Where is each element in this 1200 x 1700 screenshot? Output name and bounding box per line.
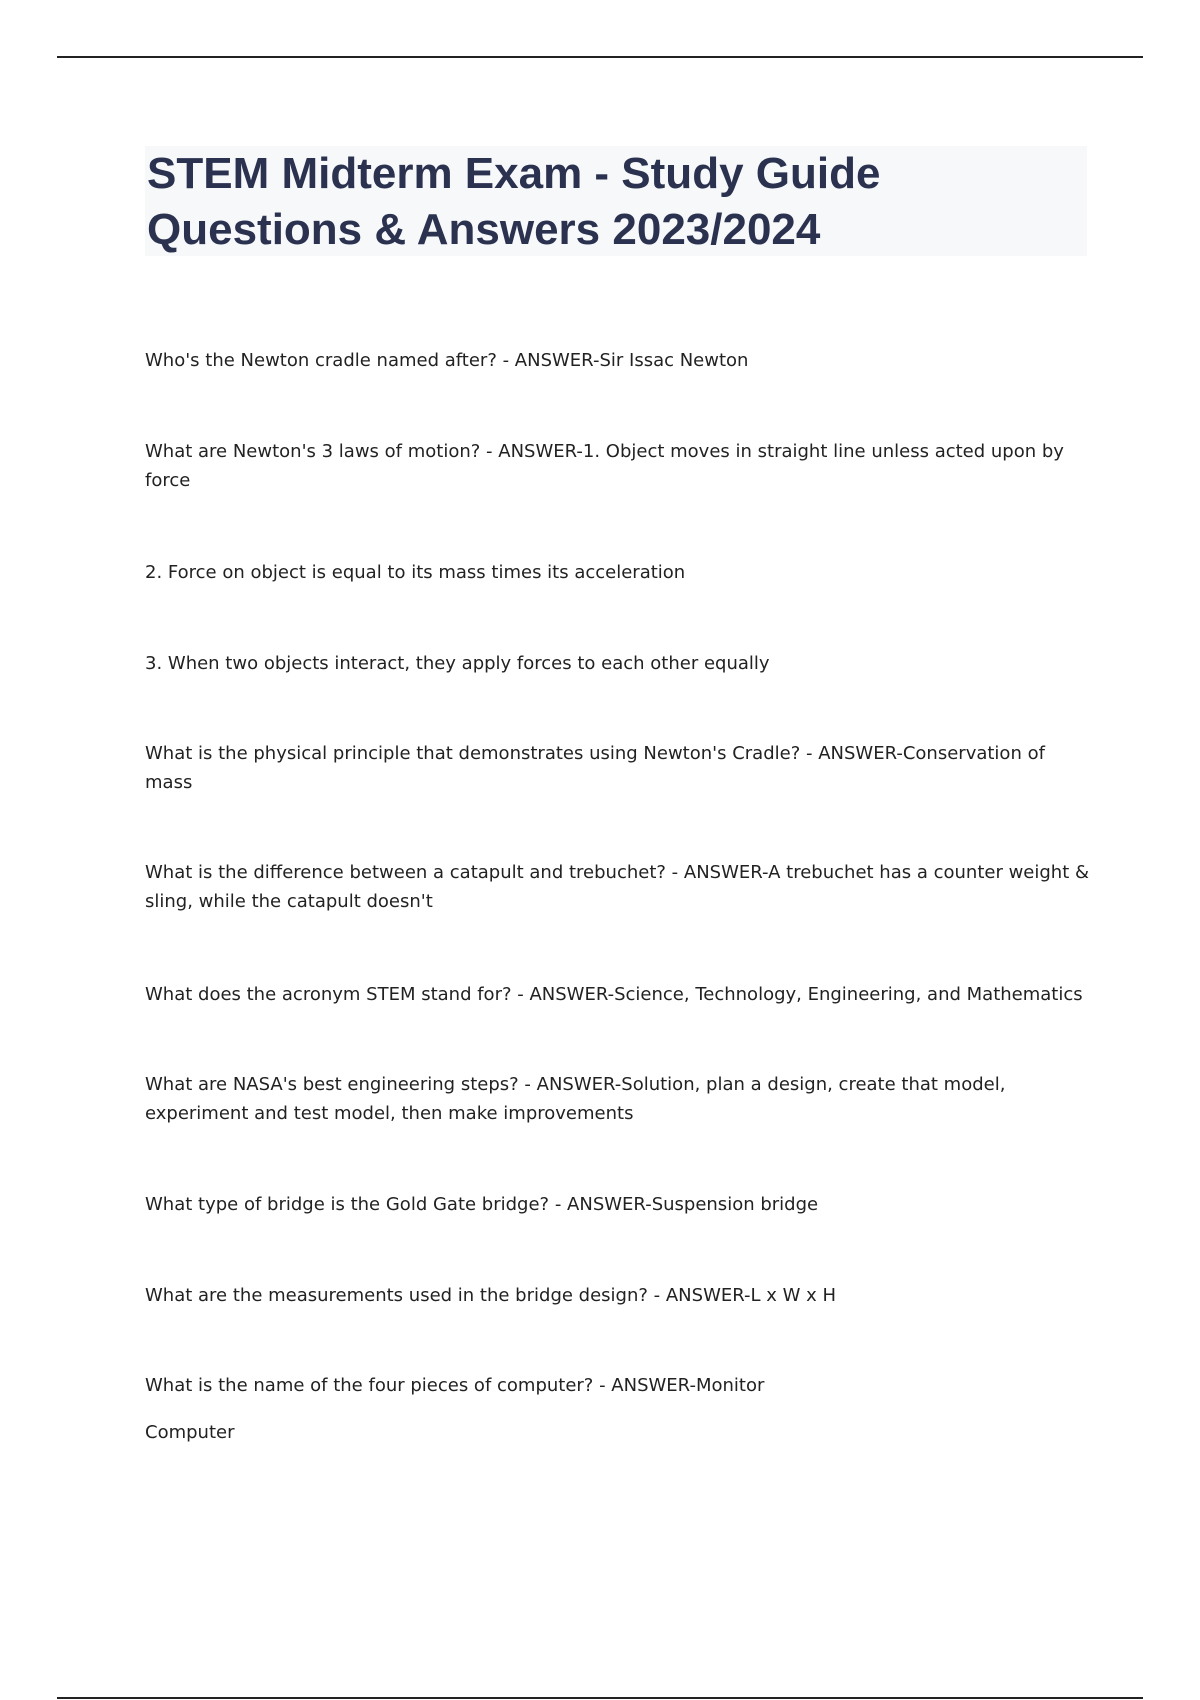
qa-item: What is the physical principle that demonstrates using Newton's Cradle? - ANSWER-Conservation of mass [145,743,1045,793]
qa-item: What does the acronym STEM stand for? - ANSWER-Science, Technology, Engineering, and Mathematics [145,984,1083,1005]
title-block [145,146,1087,256]
qa-item: What is the name of the four pieces of computer? - ANSWER-Monitor [145,1375,765,1396]
qa-item: What are Newton's 3 laws of motion? - ANSWER-1. Object moves in straight line unless acted upon by force [145,441,1064,491]
qa-item: What are NASA's best engineering steps? - ANSWER-Solution, plan a design, create that model, experiment and test model, then make improvements [145,1074,1006,1124]
qa-item: What is the difference between a catapult and trebuchet? - ANSWER-A trebuchet has a counter weight & sling, while the catapult doesn't [145,862,1090,912]
title-line-1: STEM Midterm Exam - Study Guide [147,149,881,198]
qa-item: 3. When two objects interact, they apply forces to each other equally [145,653,770,674]
bottom-rule [57,1697,1143,1699]
qa-item: What are the measurements used in the bridge design? - ANSWER-L x W x H [145,1285,837,1306]
qa-item: Who's the Newton cradle named after? - ANSWER-Sir Issac Newton [145,350,749,371]
top-rule [57,56,1143,58]
qa-item: Computer [145,1422,235,1443]
document-title [145,146,1087,258]
qa-item: What type of bridge is the Gold Gate bridge? - ANSWER-Suspension bridge [145,1194,819,1215]
title-line-2: Questions & Answers 2023/2024 [147,205,821,254]
qa-item: 2. Force on object is equal to its mass times its acceleration [145,562,686,583]
